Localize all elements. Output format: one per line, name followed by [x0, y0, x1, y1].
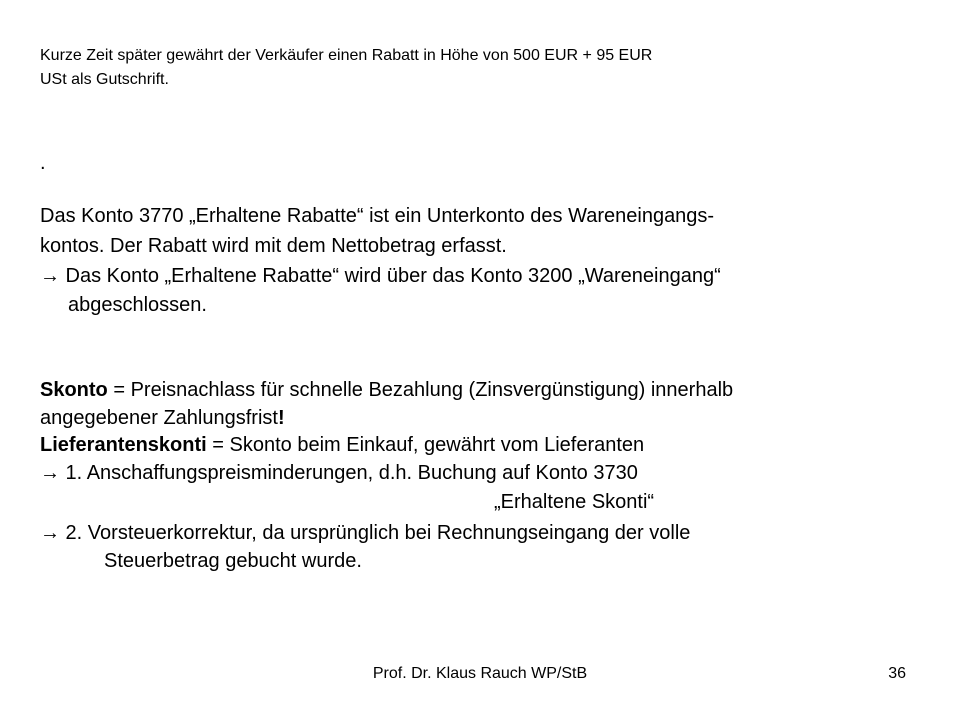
point-2-continuation: Steuerbetrag gebucht wurde. [104, 550, 362, 572]
rabatt-line-4: abgeschlossen. [68, 294, 207, 316]
lieferantenskonti-term: Lieferantenskonti [40, 434, 207, 456]
lieferantenskonti-definition: = Skonto beim Einkauf, gewährt vom Lieferanten [206, 434, 645, 456]
point-2-text: 2. Vorsteuerkorrektur, da ursprünglich bei Rechnungseingang der volle [60, 522, 691, 544]
arrow-right-icon: → [40, 522, 60, 544]
skonto-definition-line-1 [40, 375, 733, 405]
intro-line-2: USt als Gutschrift. [40, 71, 169, 88]
separator-dot: . [40, 152, 46, 174]
rabatt-line-2: kontos. Der Rabatt wird mit dem Nettobetrag erfasst. [40, 235, 507, 257]
point-1-text: 1. Anschaffungspreisminderungen, d.h. Buchung auf Konto 3730 [60, 462, 638, 484]
point-1-continuation: „Erhaltene Skonti“ [494, 491, 655, 513]
skonto-definition-text: = Preisnachlass für schnelle Bezahlung (Zinsvergünstigung) innerhalb [107, 379, 734, 401]
footer-author: Prof. Dr. Klaus Rauch WP/StB [372, 665, 588, 682]
point-1-line [40, 458, 638, 488]
skonto-term: Skonto [40, 379, 108, 401]
skonto-definition-text-2: angegebener Zahlungsfrist [40, 407, 278, 429]
lieferantenskonti-line [40, 430, 644, 460]
rabatt-line-1: Das Konto 3770 „Erhaltene Rabatte“ ist ein Unterkonto des Wareneingangs- [40, 205, 715, 227]
intro-line-1: Kurze Zeit später gewährt der Verkäufer einen Rabatt in Höhe von 500 EUR + 95 EUR [40, 47, 653, 64]
skonto-definition-line-2 [40, 403, 285, 433]
point-2-line [40, 518, 690, 548]
rabatt-line-3: → Das Konto „Erhaltene Rabatte“ wird über das Konto 3200 „Wareneingang“ [40, 265, 721, 287]
page-number: 36 [888, 665, 906, 682]
skonto-exclamation: ! [277, 407, 285, 429]
arrow-right-icon: → [40, 462, 60, 484]
